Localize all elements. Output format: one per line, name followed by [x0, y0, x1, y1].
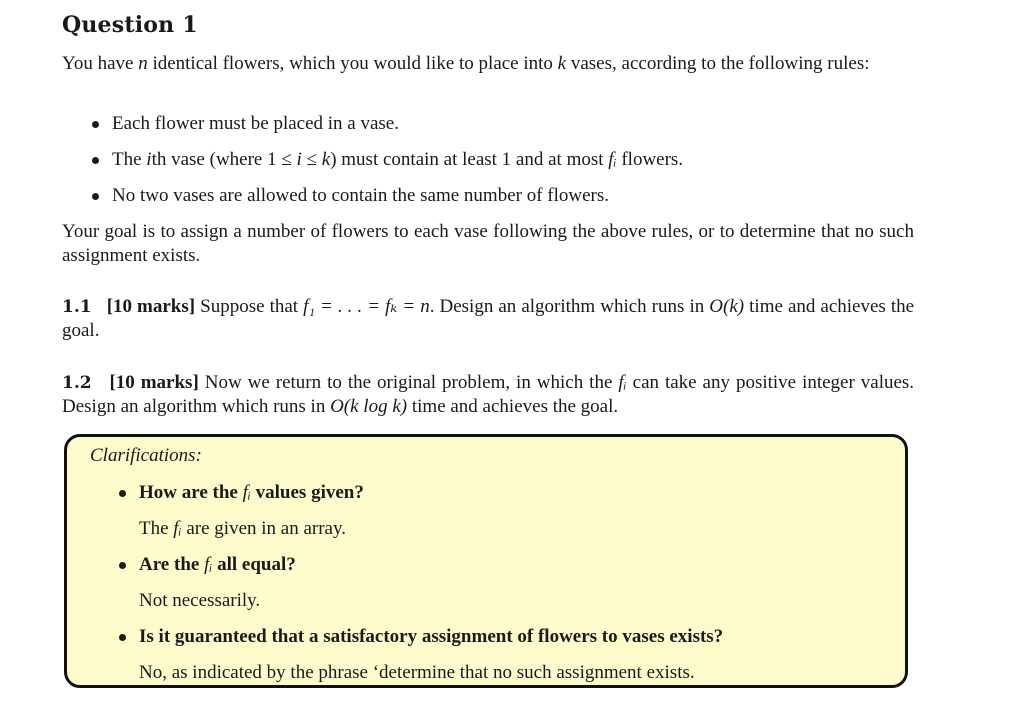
clarifications-list: [117, 481, 723, 697]
part-1-2-math-1: fᵢ: [618, 372, 627, 393]
clarification-q2-text-a: Are the: [139, 554, 200, 575]
clarification-answer-1: [139, 517, 723, 541]
rule-item-2: [90, 148, 683, 184]
intro-paragraph: [62, 52, 914, 76]
clarification-answer-2: Not necessarily.: [139, 590, 261, 611]
clarification-question-1: [139, 481, 723, 505]
part-1-1-text-1: Suppose that: [200, 296, 299, 317]
rule-2-math-i: i: [146, 149, 152, 170]
question-page: [62, 0, 914, 706]
rule-item-1: [90, 112, 683, 148]
goal-paragraph: Your goal is to assign a number of flowers to each vase following the above rules, or to determine that no such assignment exists.: [62, 221, 914, 266]
clarification-question-3: Is it guaranteed that a satisfactory assignment of flowers to vases exists?: [139, 626, 724, 647]
rule-2-math-k: k: [321, 149, 331, 170]
part-1-2-text-2: can take any positive integer values. Design an algorithm which runs in: [62, 372, 915, 417]
rule-item-3: [90, 184, 683, 220]
question-title: Question 1: [62, 12, 198, 38]
part-1-2-paragraph: [62, 371, 914, 419]
clarification-a1-text-a: The: [139, 518, 169, 539]
clarification-q1-text-a: How are the: [139, 482, 238, 503]
clarification-q1-math: fᵢ: [242, 482, 251, 503]
intro-math-k: k: [557, 53, 567, 74]
intro-math-n: n: [138, 53, 148, 74]
part-1-1-number: 1.1: [62, 297, 92, 317]
rule-2-text-b: th vase (where 1 ≤: [151, 149, 292, 170]
rule-2-text-h: flowers.: [621, 149, 684, 170]
part-1-1-math-2: O(k): [709, 296, 745, 317]
rule-1-text: Each flower must be placed in a vase.: [112, 113, 399, 134]
part-1-2-text-3: time and achieves the goal.: [411, 396, 619, 417]
rule-2-text-f: ) must contain at least 1 and at most: [330, 149, 604, 170]
clarification-a1-math: fᵢ: [173, 518, 182, 539]
clarification-q2-text-b: all equal?: [217, 554, 296, 575]
part-1-1-text-3: time and achieves the goal.: [62, 296, 915, 341]
rule-2-math-i-2: i: [296, 149, 302, 170]
intro-text-1: You have: [62, 53, 134, 74]
part-1-1-text-2: . Design an algorithm which runs in: [429, 296, 705, 317]
part-1-2-number: 1.2: [62, 373, 92, 393]
part-1-1-paragraph: [62, 295, 914, 343]
clarification-item-3: [117, 625, 723, 697]
rule-2-math-fi: fᵢ: [608, 149, 617, 170]
clarifications-box: [64, 434, 908, 688]
clarification-item-1: [117, 481, 723, 553]
clarification-answer-3: No, as indicated by the phrase ‘determine that no such assignment exists.: [139, 662, 695, 683]
part-1-1-math-1: f₁ = . . . = fₖ = n: [303, 296, 430, 317]
clarification-item-2: [117, 553, 723, 625]
part-1-2-math-2: O(k log k): [330, 396, 408, 417]
clarification-a1-text-b: are given in an array.: [186, 518, 346, 539]
part-1-2-marks: [10 marks]: [109, 372, 199, 393]
part-1-1-marks: [10 marks]: [106, 296, 196, 317]
intro-text-2: identical flowers, which you would like to place into: [152, 53, 553, 74]
intro-text-3: vases, according to the following rules:: [570, 53, 870, 74]
rule-2-leq: ≤: [306, 149, 318, 170]
rule-3-text: No two vases are allowed to contain the same number of flowers.: [112, 185, 610, 206]
clarifications-title: Clarifications:: [90, 445, 202, 466]
clarification-q1-text-b: values given?: [255, 482, 364, 503]
rules-list: [90, 112, 683, 220]
rule-2-text-a: The: [112, 149, 142, 170]
clarification-q2-math: fᵢ: [204, 554, 213, 575]
part-1-2-text-1: Now we return to the original problem, in which the: [204, 372, 613, 393]
clarification-question-2: [139, 553, 723, 577]
